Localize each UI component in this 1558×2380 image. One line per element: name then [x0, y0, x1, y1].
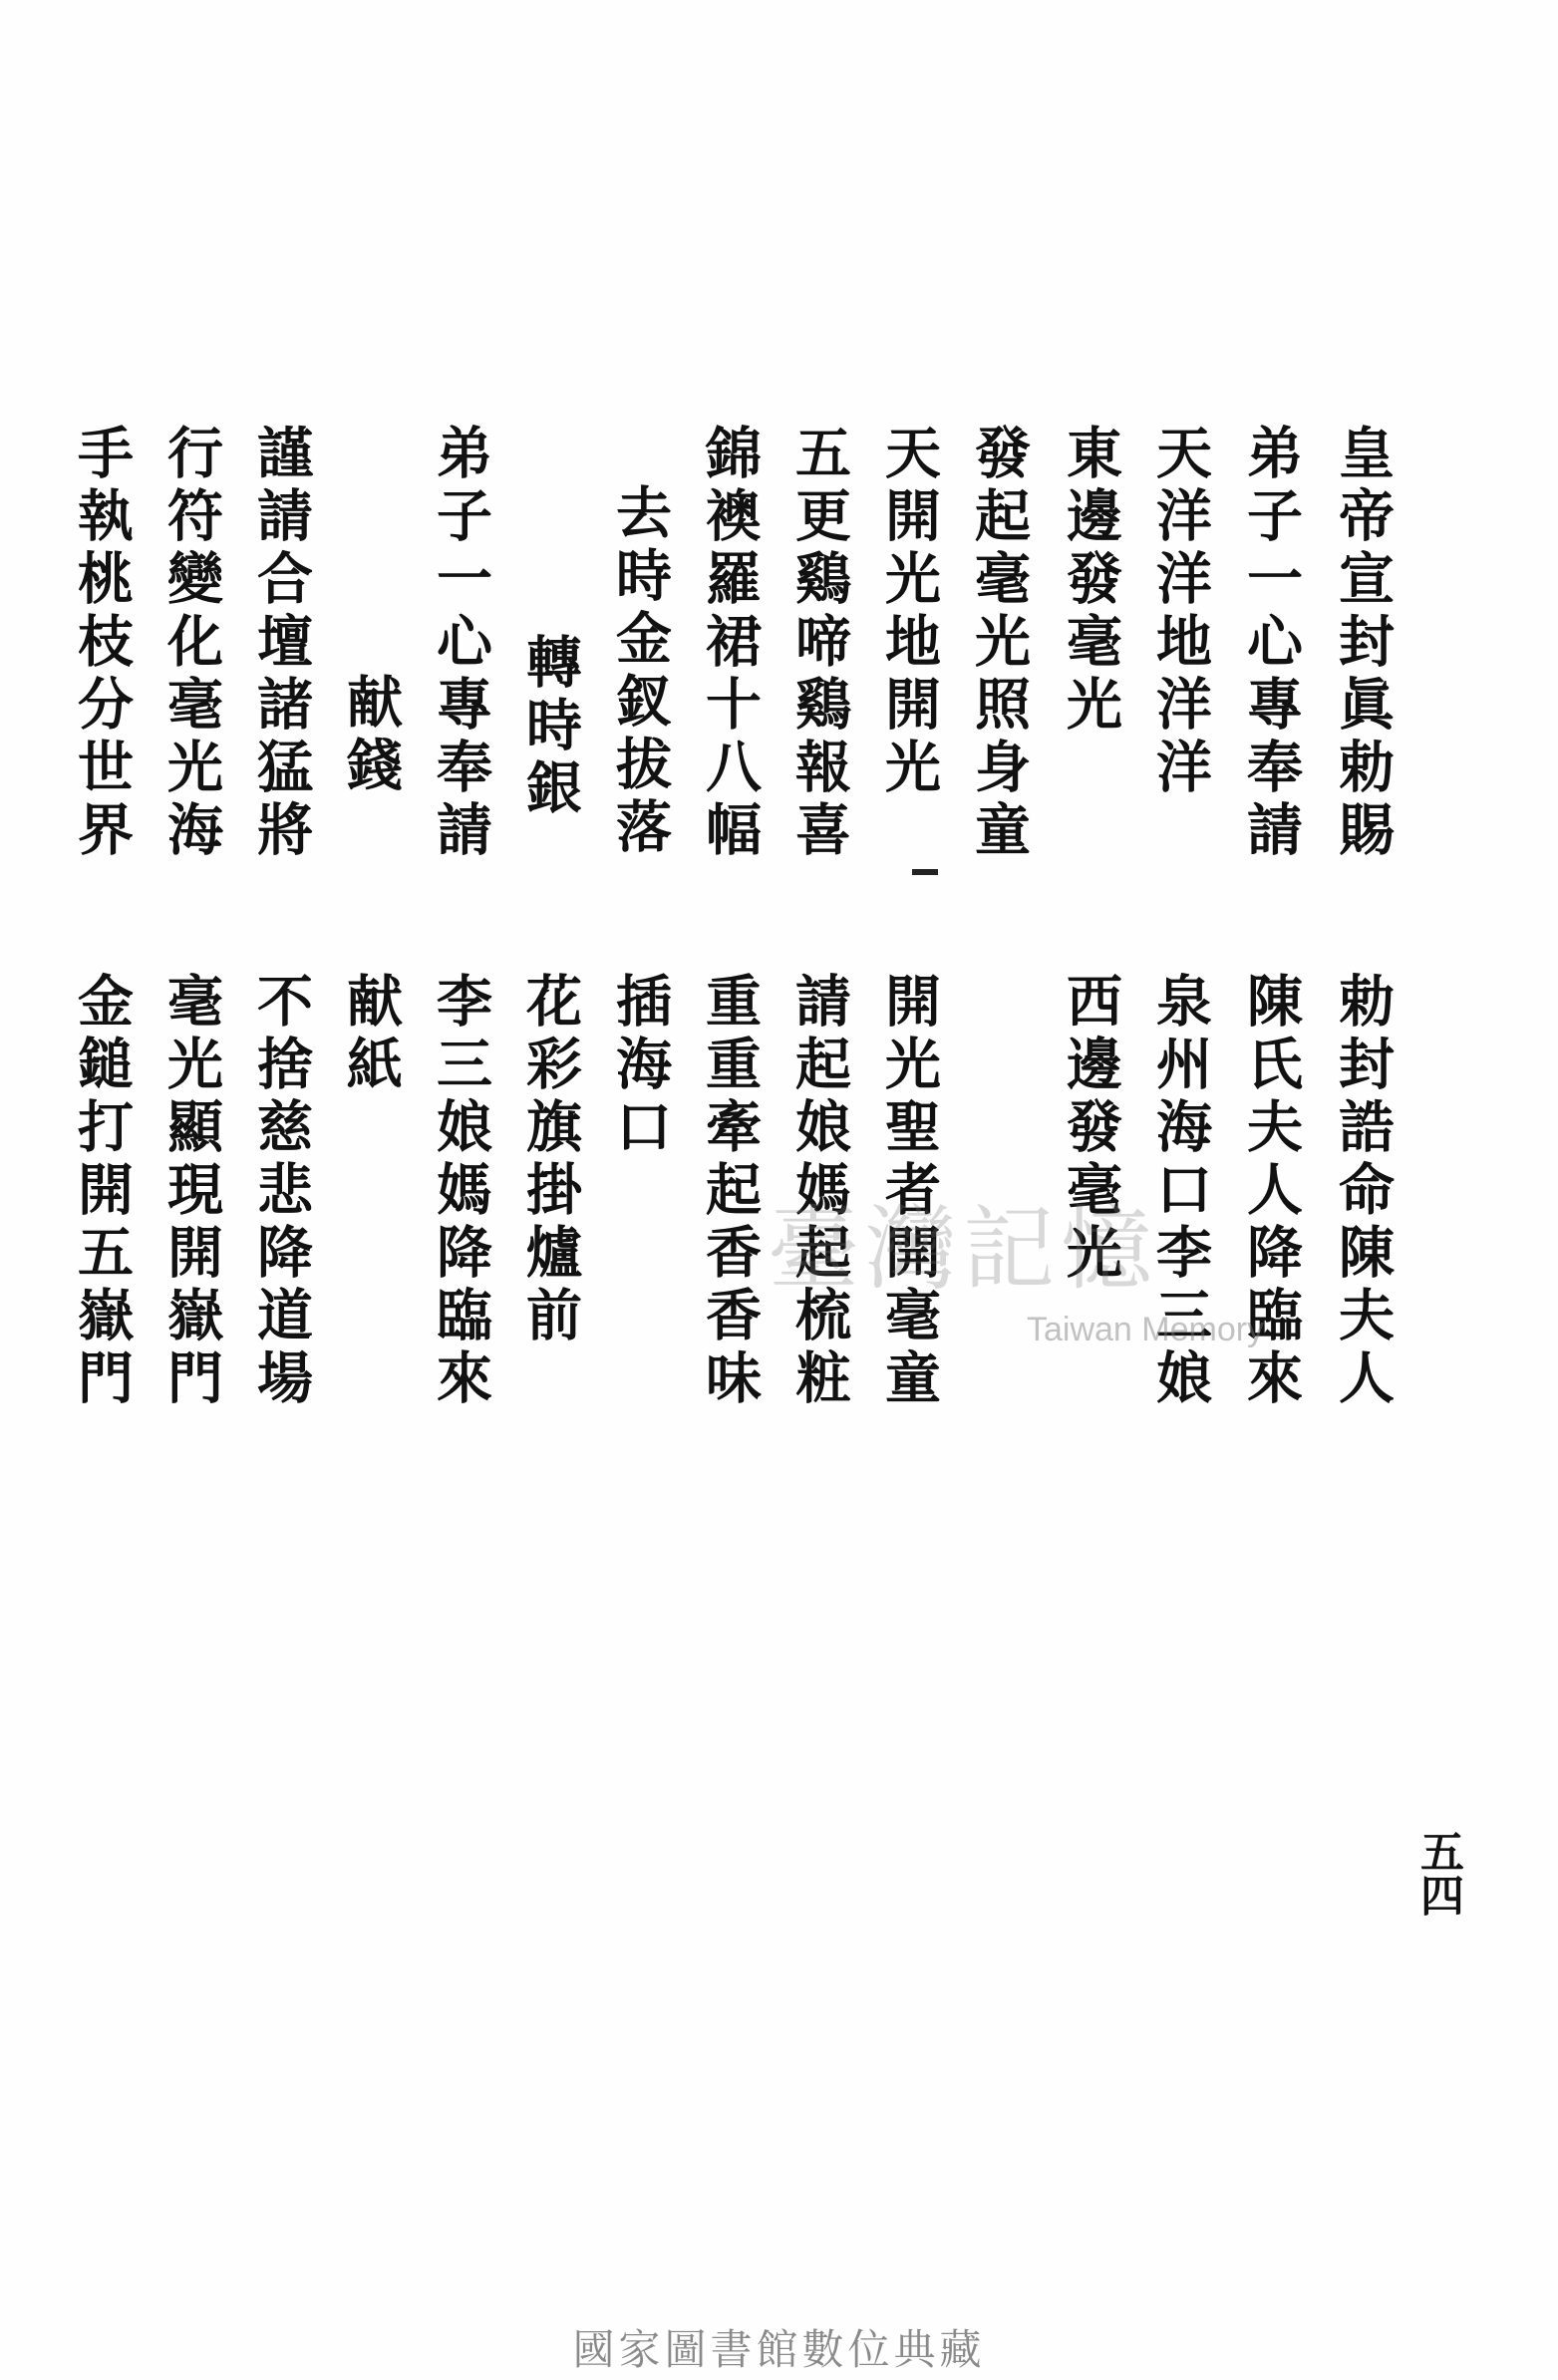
text-column-top-15: 手執桃枝分世界 [69, 424, 135, 863]
text-column-bottom-7: 重重牽起香香味 [697, 972, 763, 1411]
dash-mark [912, 869, 938, 875]
text-column-top-3: 天洋洋地洋洋 [1147, 424, 1213, 800]
text-column-top-8: 錦襖羅裙十八幅 [697, 424, 763, 863]
text-column-top-4: 東邊發毫光 [1058, 424, 1123, 738]
text-column-bottom-9: 花彩旗掛爐前 [517, 972, 583, 1348]
text-column-bottom-1: 勅封誥命陳夫人 [1330, 972, 1396, 1411]
text-column-top-14: 行符變化毫光海 [158, 424, 224, 863]
watermark-english: Taiwan Memory [1027, 1311, 1265, 1348]
text-column-bottom-6: 請起娘媽起梳粧 [786, 972, 852, 1411]
text-column-top-9: 去時金釵拔落 [607, 483, 673, 860]
text-column-bottom-2: 陳氏夫人降臨來 [1238, 972, 1304, 1411]
text-column-bottom-13: 毫光顯現開嶽門 [158, 972, 224, 1411]
text-column-top-13: 謹請合壇諸猛將 [248, 424, 314, 863]
text-column-top-10: 轉時銀 [517, 633, 583, 821]
text-column-top-5: 發起毫光照身童 [966, 424, 1032, 863]
text-column-bottom-8: 插海口 [607, 972, 673, 1160]
text-column-bottom-12: 不捨慈悲降道場 [248, 972, 314, 1411]
text-column-top-6: 天開光地開光 [876, 424, 942, 800]
text-column-top-12: 献錢 [338, 673, 404, 798]
footer-collection-label: 國家圖書館數位典藏 [572, 2325, 986, 2374]
text-column-bottom-5: 開光聖者開毫童 [876, 972, 942, 1411]
text-column-bottom-14: 金鎚打開五嶽門 [69, 972, 135, 1411]
text-column-bottom-3: 泉州海口李三娘 [1147, 972, 1213, 1411]
page-number: 五四 [1412, 1829, 1463, 1917]
watermark-chinese: 臺灣記憶 [768, 1196, 1159, 1303]
text-column-bottom-11: 献紙 [338, 972, 404, 1097]
text-column-bottom-4: 西邊發毫光 [1058, 972, 1123, 1286]
text-column-top-7: 五更鷄啼鷄報喜 [786, 424, 852, 863]
text-column-top-1: 皇帝宣封眞勅賜 [1330, 424, 1396, 863]
text-column-top-2: 弟子一心專奉請 [1238, 424, 1304, 863]
text-column-top-11: 弟子一心專奉請 [428, 424, 493, 863]
text-column-bottom-10: 李三娘媽降臨來 [428, 972, 493, 1411]
